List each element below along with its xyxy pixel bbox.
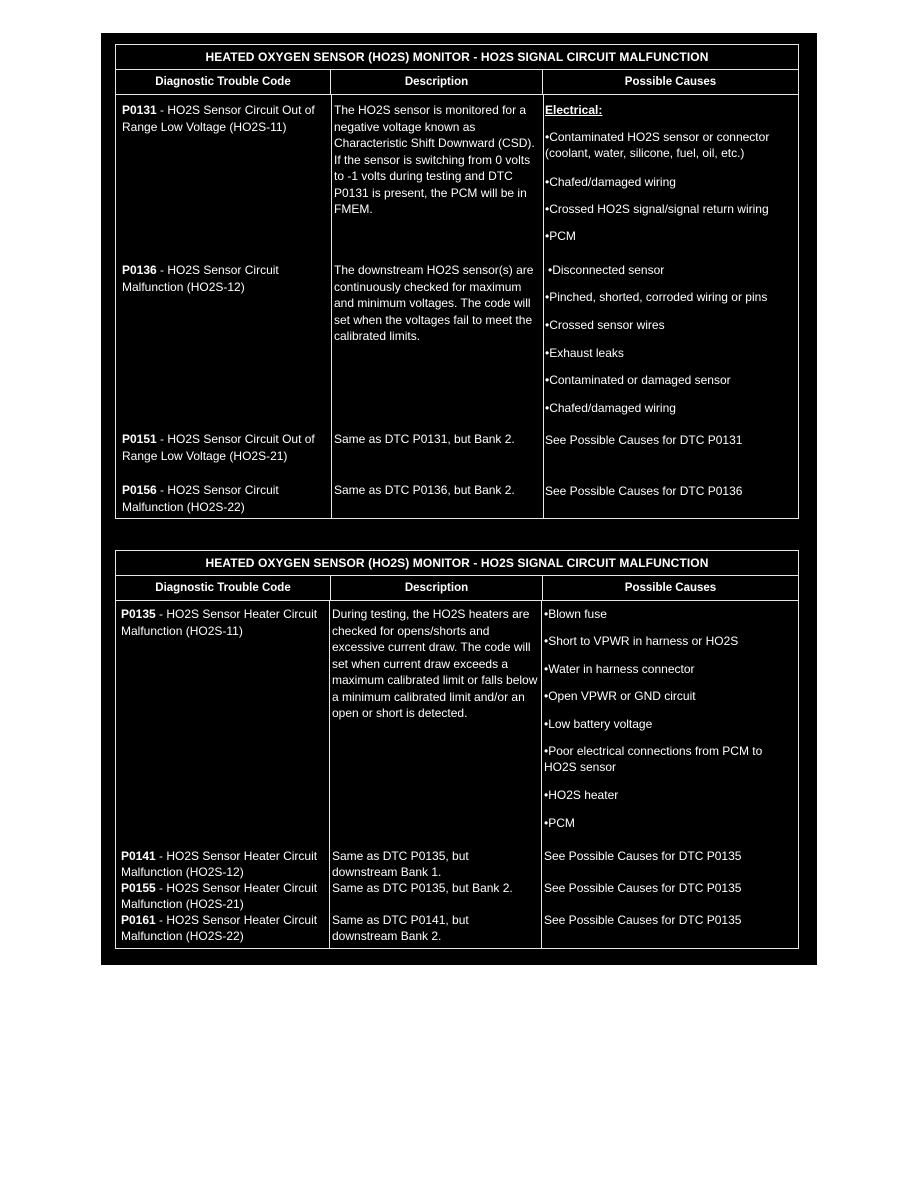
table-title: HEATED OXYGEN SENSOR (HO2S) MONITOR - HO2S SIGNAL CIRCUIT MALFUNCTION	[116, 45, 798, 70]
dtc-code: P0131	[122, 103, 157, 117]
cause-item: •Disconnected sensor	[548, 263, 665, 277]
cause-item: •Pinched, shorted, corroded wiring or pins	[545, 290, 768, 304]
dtc-text: - HO2S Sensor Circuit Out of Range Low Voltage (HO2S-11)	[122, 103, 315, 134]
cause-item: •Crossed HO2S signal/signal return wiring	[545, 202, 769, 216]
dtc-text: - HO2S Sensor Circuit Malfunction (HO2S-12)	[122, 263, 279, 294]
description-cell: The HO2S sensor is monitored for a negative voltage known as Characteristic Shift Downward (CSD). If the sensor is switching from 0 volts to -1 volts during testing and DTC P0131 is present, the PCM will be in FMEM.	[334, 103, 535, 216]
cause-item: •Poor electrical connections from PCM to HO2S sensor	[544, 744, 763, 774]
cause-item: See Possible Causes for DTC P0136	[545, 484, 743, 498]
header-possible-causes: Possible Causes	[624, 76, 717, 88]
header-possible-causes: Possible Causes	[624, 582, 717, 594]
dtc-cell	[122, 482, 327, 515]
dtc-code: P0156	[122, 483, 157, 497]
dtc-text: - HO2S Sensor Heater Circuit Malfunction (HO2S-12)	[121, 849, 318, 879]
description-cell: The downstream HO2S sensor(s) are continuously checked for maximum and minimum voltages. The code will set when the voltages fail to meet the calibrated limits.	[334, 263, 534, 343]
dtc-code: P0161	[121, 913, 156, 927]
cause-item: •PCM	[544, 816, 575, 830]
header-description: Description	[331, 576, 543, 600]
cause-item: See Possible Causes for DTC P0131	[545, 433, 743, 447]
dtc-code: P0135	[121, 607, 156, 621]
cause-item: •Blown fuse	[544, 607, 607, 621]
table-body	[116, 95, 798, 519]
document-panel	[101, 33, 817, 965]
description-cell: Same as DTC P0136, but Bank 2.	[334, 483, 515, 497]
dtc-cell	[122, 262, 327, 295]
dtc-code: P0151	[122, 432, 157, 446]
table-body	[116, 601, 798, 949]
causes-heading: Electrical:	[545, 103, 603, 117]
dtc-text: - HO2S Sensor Circuit Malfunction (HO2S-22)	[122, 483, 279, 514]
cause-item: •Open VPWR or GND circuit	[544, 689, 696, 703]
description-cell: Same as DTC P0141, but downstream Bank 2.	[332, 913, 469, 943]
dtc-text: - HO2S Sensor Circuit Out of Range Low Voltage (HO2S-21)	[122, 432, 315, 463]
table-title: HEATED OXYGEN SENSOR (HO2S) MONITOR - HO2S SIGNAL CIRCUIT MALFUNCTION	[116, 551, 798, 576]
cause-item: •Contaminated HO2S sensor or connector (coolant, water, silicone, fuel, oil, etc.)	[545, 130, 770, 160]
dtc-text: - HO2S Sensor Heater Circuit Malfunction (HO2S-22)	[121, 913, 318, 943]
cause-item: •Water in harness connector	[544, 662, 695, 676]
table-header-row	[116, 70, 798, 95]
dtc-table-signal	[115, 44, 799, 519]
cause-item: •Chafed/damaged wiring	[545, 401, 676, 415]
dtc-cell	[121, 880, 326, 912]
header-dtc: Diagnostic Trouble Code	[116, 70, 331, 94]
cause-item: •Short to VPWR in harness or HO2S	[544, 634, 739, 648]
header-description: Description	[331, 70, 543, 94]
dtc-cell	[122, 431, 327, 464]
cause-item: •PCM	[545, 229, 576, 243]
dtc-code: P0136	[122, 263, 157, 277]
dtc-text: - HO2S Sensor Heater Circuit Malfunction (HO2S-21)	[121, 881, 318, 911]
description-cell: Same as DTC P0131, but Bank 2.	[334, 432, 515, 446]
description-cell: Same as DTC P0135, but Bank 2.	[332, 881, 513, 895]
cause-item: See Possible Causes for DTC P0135	[544, 881, 742, 895]
header-dtc: Diagnostic Trouble Code	[116, 576, 331, 600]
table-header-row	[116, 576, 798, 601]
cause-item: See Possible Causes for DTC P0135	[544, 849, 742, 863]
dtc-code: P0155	[121, 881, 156, 895]
cause-item: •Contaminated or damaged sensor	[545, 373, 731, 387]
description-cell: Same as DTC P0135, but downstream Bank 1.	[332, 849, 469, 879]
cause-item: •Chafed/damaged wiring	[545, 175, 676, 189]
dtc-text: - HO2S Sensor Heater Circuit Malfunction (HO2S-11)	[121, 607, 318, 638]
cause-item: •Low battery voltage	[544, 717, 653, 731]
dtc-table-heater	[115, 550, 799, 949]
cause-item: See Possible Causes for DTC P0135	[544, 913, 742, 927]
dtc-cell	[122, 102, 327, 135]
dtc-cell	[121, 606, 326, 639]
cause-item: •HO2S heater	[544, 788, 619, 802]
cause-item: •Exhaust leaks	[545, 346, 624, 360]
cause-item: •Crossed sensor wires	[545, 318, 665, 332]
description-cell: During testing, the HO2S heaters are checked for opens/shorts and excessive current draw. The code will set when current draw exceeds a maximum calibrated limit or falls below a minimum calibrated limit and/or an open or short is detected.	[332, 607, 538, 720]
dtc-cell	[121, 912, 326, 944]
dtc-cell	[121, 848, 326, 880]
dtc-code: P0141	[121, 849, 156, 863]
